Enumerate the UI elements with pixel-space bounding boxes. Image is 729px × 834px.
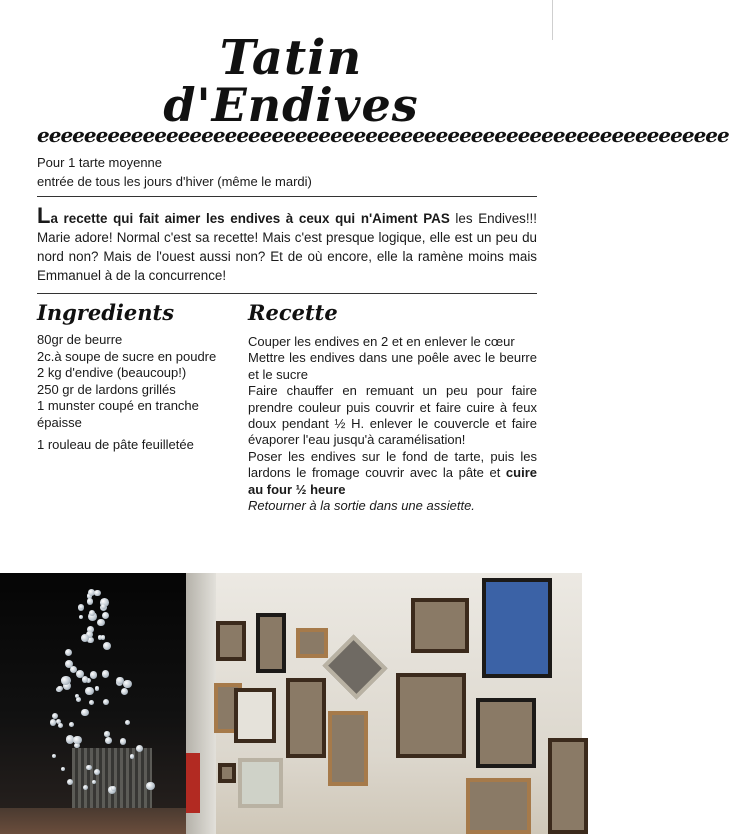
decorative-ornament-border: eeeeeeeeeeeeeeeeeeeeeeeeeeeeeeeeeeeeeeeeeeeeeeeeeeeeeeeeeee xyxy=(37,123,729,147)
ingredient-item: 80gr de beurre xyxy=(37,332,123,347)
recipe-title-line1: Tatin xyxy=(219,30,363,86)
ingredient-item: 2c.à soupe de sucre en poudre xyxy=(37,348,217,364)
picture-frame xyxy=(466,778,531,834)
ornament-ball xyxy=(101,635,106,640)
divider-bottom xyxy=(37,293,537,294)
picture-frame xyxy=(238,758,283,808)
ornament-ball xyxy=(136,745,143,752)
ingredient-item: 2 kg d'endive (beaucoup!) xyxy=(37,365,187,380)
picture-frame xyxy=(482,578,552,678)
picture-frame xyxy=(328,711,368,786)
ornament-ball xyxy=(69,722,74,727)
ornament-ball xyxy=(87,598,93,604)
ornament-ball xyxy=(102,612,109,619)
ornament-ball xyxy=(90,671,98,679)
ornament-ball xyxy=(125,720,130,725)
ornament-ball xyxy=(103,642,111,650)
red-pipe xyxy=(186,753,200,813)
ornament-ball xyxy=(89,700,94,705)
ornament-ball xyxy=(81,634,89,642)
ingredients-list xyxy=(37,332,227,454)
ornament-ball xyxy=(52,754,56,758)
ornament-ball xyxy=(76,697,81,702)
picture-frame xyxy=(296,628,328,658)
ornament-ball xyxy=(79,605,84,610)
ornament-ball xyxy=(121,688,128,695)
framed-pictures-wall-photo xyxy=(186,573,582,834)
serving-info xyxy=(37,153,537,191)
ornament-ball xyxy=(65,649,72,656)
picture-frame xyxy=(476,698,536,768)
ornament-ball xyxy=(73,736,82,745)
ornament-ball xyxy=(104,731,109,736)
ornament-ball xyxy=(94,769,100,775)
recipe-step: Faire chauffer en remuant un peu pour faire prendre couleur puis couvrir et faire cuire à feux doux pendant ½ H. enlever le couvercle et faire évaporer l'eau jusqu'à caramélisation! xyxy=(248,383,537,448)
ornament-ball xyxy=(61,767,65,771)
ornament-ball xyxy=(61,676,70,685)
ingredients-heading: Ingredients xyxy=(37,300,175,325)
divider-top xyxy=(37,196,537,197)
intro-text: les Endives!!! Marie adore! Normal c'est sa recette! Mais c'est presque logique, elle est un peu du nord non? Mais de l'ouest aussi non? Et de où encore, elle la ramène moins mais Emmanuel à de la concurrence! xyxy=(37,211,537,283)
ornament-ball xyxy=(85,687,93,695)
ornament-ball xyxy=(123,680,131,688)
recipe-step-final: Retourner à la sortie dans une assiette. xyxy=(248,498,475,514)
mirror-frame xyxy=(322,634,387,699)
ingredient-item: 1 munster coupé en tranche épaisse xyxy=(37,398,199,430)
picture-frame xyxy=(548,738,588,834)
ornament-ball xyxy=(105,737,112,744)
intro-drop-letter: L xyxy=(37,203,51,228)
ornament-ball xyxy=(103,699,109,705)
ornament-ball xyxy=(79,615,83,619)
picture-frame xyxy=(396,673,466,758)
recipe-step-text: Poser les endives sur le fond de tarte, puis les lardons le fromage couvrir avec la pâte et xyxy=(248,448,537,481)
picture-frame xyxy=(234,688,276,743)
intro-paragraph xyxy=(37,205,537,285)
picture-frame xyxy=(286,678,326,758)
ornament-ball xyxy=(94,590,100,596)
ornament-ball xyxy=(57,686,63,692)
ornament-ball xyxy=(97,619,104,626)
ornament-ball xyxy=(86,765,91,770)
ornament-ball xyxy=(95,686,100,691)
recipe-heading: Recette xyxy=(248,300,338,325)
picture-frame xyxy=(256,613,286,673)
recipe-step: Mettre les endives dans une poêle avec le beurre et le sucre xyxy=(248,350,537,382)
ornament-ball xyxy=(81,709,89,717)
hanging-ornament-tree-photo xyxy=(0,573,186,834)
ornament-ball xyxy=(52,713,58,719)
recipe-title-line2: d'Endives xyxy=(163,78,419,132)
floor-shape xyxy=(0,808,186,834)
recipe-steps xyxy=(248,334,537,514)
recipe-step: Couper les endives en 2 et en enlever le cœur xyxy=(248,334,515,349)
ingredient-item: 1 rouleau de pâte feuilletée xyxy=(37,437,194,452)
picture-frame xyxy=(411,598,469,653)
serving-size: Pour 1 tarte moyenne xyxy=(37,155,163,170)
intro-bold-text: a recette qui fait aimer les endives à ceux qui n'Aiment PAS xyxy=(50,211,450,226)
ornament-ball xyxy=(102,670,109,677)
recipe-step-bold: cuire au four ½ heure xyxy=(248,465,537,497)
recipe-step xyxy=(248,449,537,498)
serving-occasion: entrée de tous les jours d'hiver (même le mardi) xyxy=(37,174,312,189)
ornament-ball xyxy=(58,723,63,728)
ingredient-item: 250 gr de lardons grillés xyxy=(37,381,176,397)
ornament-ball xyxy=(82,676,89,683)
picture-frame xyxy=(216,621,246,661)
picture-frame xyxy=(218,763,236,783)
ornament-ball xyxy=(120,738,127,745)
ornament-ball xyxy=(146,782,154,790)
